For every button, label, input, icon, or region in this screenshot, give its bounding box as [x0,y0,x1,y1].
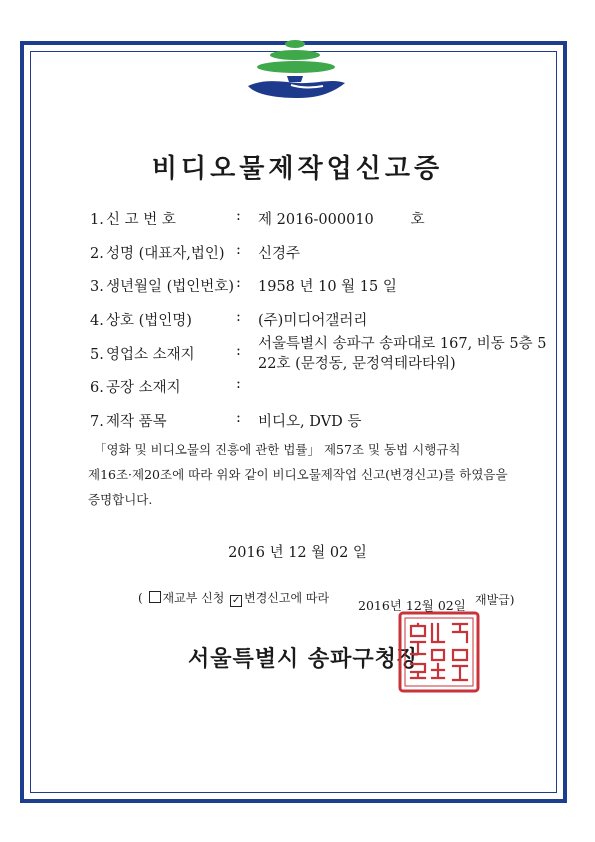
field-name-label: 2. 성명 (대표자,법인) [90,246,225,262]
field-colon: : [236,309,241,325]
document-title: 비디오물제작업신고증 [151,154,444,184]
songpa-emblem-icon [243,36,349,104]
field-colon: : [236,242,241,258]
certification-line-3: 증명합니다. [88,492,153,507]
issue-date: 2016 년 12 월 02 일 [228,545,367,561]
field-colon: : [236,208,241,224]
field-company-name-value: (주)미디어갤러리 [258,313,368,329]
field-colon: : [236,275,241,291]
reissue-date: 2016년 12월 02일 [358,598,466,613]
field-birthdate-label: 3. 생년월일 (법인번호) [90,279,234,295]
official-seal-icon [397,610,481,694]
reissue-options [138,589,329,607]
certification-line-2: 제16조·제20조에 따라 위와 같이 비디오물제작업 신고(변경신고)를 하였음을 [88,467,508,482]
field-colon: : [236,343,241,359]
change-report-label: 변경신고에 따라 [244,591,330,605]
field-registration-number-value: 제 2016-000010 호 [258,212,425,228]
field-products-label: 7. 제작 품목 [90,414,167,430]
field-business-address-line-2: 22호 (문정동, 문정역테라타워) [258,356,456,372]
field-birthdate-value: 1958 년 10 월 15 일 [258,279,397,295]
field-colon: : [236,410,241,426]
field-company-name-label: 4. 상호 (법인명) [90,313,192,329]
reissue-request-label: 재교부 신청 [162,591,225,605]
options-open-paren: ( [138,591,143,605]
field-colon: : [236,376,241,392]
field-business-address-label: 5. 영업소 소재지 [90,347,195,363]
change-report-checkbox[interactable]: ✓ [231,595,241,606]
reissue-request-checkbox[interactable] [149,591,161,603]
field-registration-number-label: 1. 신 고 번 호 [90,212,176,228]
field-business-address-line-1: 서울특별시 송파구 송파대로 167, 비동 5층 5 [258,336,547,352]
reissue-label: 재발급) [475,593,515,607]
field-factory-address-label: 6. 공장 소재지 [90,380,181,396]
issuer-name: 서울특별시 송파구청장 [188,646,420,672]
field-name-value: 신경주 [258,246,301,262]
certification-line-1: 「영화 및 비디오물의 진흥에 관한 법률」 제57조 및 동법 시행규칙 [94,442,461,457]
field-products-value: 비디오, DVD 등 [258,414,362,430]
